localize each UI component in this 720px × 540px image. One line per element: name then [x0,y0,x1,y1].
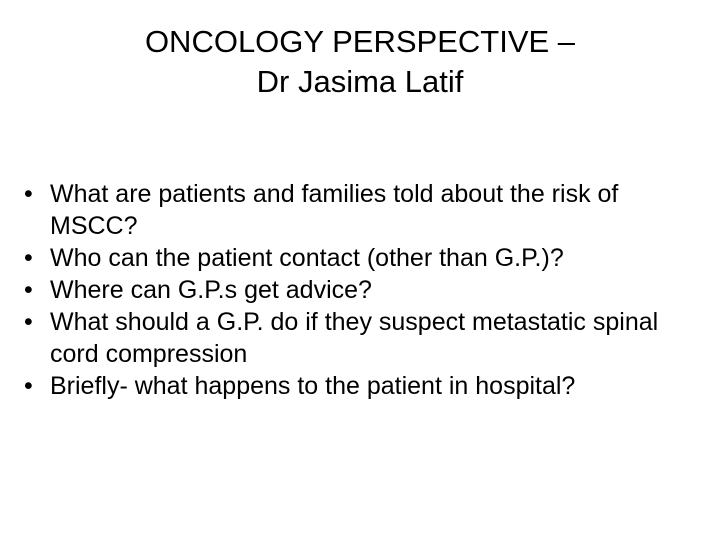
bullet-dot-icon: • [24,308,33,336]
bullet-item [24,274,704,306]
bullet-text: What are patients and families told about the risk of MSCC? [50,180,619,240]
bullet-item [24,306,704,370]
bullet-dot-icon: • [24,244,33,272]
bullet-dot-icon: • [24,180,33,208]
bullet-text: Where can G.P.s get advice? [50,276,372,304]
bullet-item [24,242,704,274]
slide-title [40,22,680,102]
bullet-dot-icon: • [24,276,33,304]
bullet-list [24,178,704,402]
bullet-item [24,178,704,242]
title-line-1: ONCOLOGY PERSPECTIVE – [144,24,576,59]
bullet-text: Briefly- what happens to the patient in hospital? [50,372,576,400]
bullet-dot-icon: • [24,372,33,400]
title-line-2: Dr Jasima Latif [256,64,464,99]
bullet-text: Who can the patient contact (other than G.P.)? [50,244,564,272]
bullet-item [24,370,704,402]
bullet-text: What should a G.P. do if they suspect metastatic spinal cord compression [50,308,659,368]
